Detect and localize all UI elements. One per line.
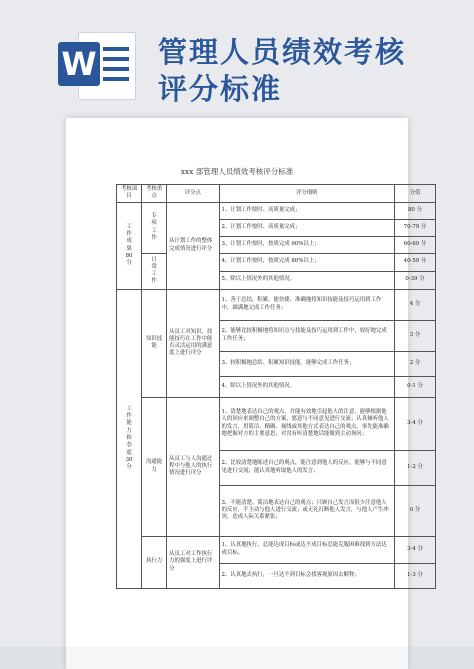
header-detail: 评分细则: [219, 185, 394, 203]
focus-cell: 知识技能: [142, 289, 167, 397]
score-cell: 0-39 分: [394, 271, 435, 289]
table-row: [117, 536, 436, 563]
focus-cell-text: 日常工作: [151, 256, 157, 285]
score-cell: 40-59 分: [394, 253, 435, 271]
point-cell: 从员工与人沟通过程中与他人的执行情况进行评分: [167, 397, 219, 536]
score-cell: 70-79 分: [394, 219, 435, 236]
detail-cell: 4、计划工作按时，按质完成 80%以上；: [219, 253, 394, 271]
score-cell: 0-1 分: [394, 376, 435, 397]
score-cell: 4 分: [394, 289, 435, 320]
detail-cell: 5、除以上情况外的其他情况。: [219, 271, 394, 289]
detail-cell: 1、计划工作按时、高质量完成；: [219, 202, 394, 219]
score-cell: 3 分: [394, 320, 435, 351]
detail-cell: 2、能够比较积极地将知识点与技能及技巧运用到工作中，较好地完成工作任务；: [219, 320, 394, 351]
focus-cell: [142, 202, 167, 253]
document-page: [66, 118, 427, 669]
detail-cell: 2、认真地去执行，一旦达不到目标会找客观原因去解释；: [219, 563, 394, 588]
focus-cell-text: 专项工作: [151, 213, 157, 241]
detail-cell: 4、除以上情况外的其他情况。: [219, 376, 394, 397]
header-item: 考核项目: [117, 185, 142, 203]
score-cell: 1-3 分: [394, 563, 435, 588]
banner-title-line1: 管理人员绩效考核: [158, 35, 407, 69]
score-table: [116, 184, 436, 589]
header-score: 分值: [394, 185, 435, 203]
score-cell: 2 分: [394, 351, 435, 376]
score-cell: 80 分: [394, 202, 435, 219]
detail-cell: 2、计划工作按时、高质量完成；: [219, 219, 394, 236]
point-cell: 从员工对工作执行力的强度上进行评分: [167, 536, 219, 588]
score-cell: 3-4 分: [394, 536, 435, 563]
focus-cell: [142, 253, 167, 289]
detail-cell: 1、认真地执行，总能达成目标或达不成目标总能克服困难找到方法达成目标。: [219, 536, 394, 563]
score-cell: 60-69 分: [394, 236, 435, 253]
score-cell: 1-2 分: [394, 450, 435, 485]
focus-cell: 执行力: [142, 536, 167, 588]
word-icon: [58, 28, 138, 102]
detail-cell: 3、计划工作按时，按质完成 90%以上；: [219, 236, 394, 253]
point-cell: 从员工对知识、技能技巧在工作中能否灵活运用的满意度上进行评分: [167, 289, 219, 397]
score-cell: 3-4 分: [394, 397, 435, 450]
detail-cell: 3、较积极地总结、积累知识技能，能够完成工作任务；: [219, 351, 394, 376]
watermark-strip: [0, 647, 474, 669]
section-item: [117, 289, 142, 588]
score-cell: 0 分: [394, 485, 435, 536]
document-title: xxx 部管理人员绩效考核评分标准: [180, 167, 294, 176]
detail-cell: 1、善于总结，积累，能快捷、准确地将知识技能及技巧运用到工作中，圆满地完成工作任务；: [219, 289, 394, 320]
header-point: 评分点: [167, 185, 219, 203]
word-badge: W: [58, 42, 100, 86]
table-row: [117, 202, 436, 219]
section-item: [117, 202, 142, 289]
point-cell: 从计划工作的整体完成情况进行评分: [167, 202, 219, 289]
banner-title-line2: 评分标准: [158, 72, 283, 106]
table-row: [117, 397, 436, 450]
detail-cell: 2、比较清楚地陈述自己的观点，能注意到他人的反应，能够与不同意见进行交流；能认真地听取他人的发言；: [219, 450, 394, 485]
banner: [0, 0, 474, 112]
table-row: [117, 289, 436, 320]
section-item-text: 工作能力和态度30分: [125, 405, 133, 471]
table-header-row: [117, 185, 436, 203]
detail-cell: 1、清楚地表达自己的观点，并能有效地引起他人的注意，能够根据他人的回应来调整自己的方案，愿意与不同意见进行交流；认真倾听他人的发言，用简洁、精确、视线或其他方式表达自己的观点，事先能准确地把握对方的主要意思，对没有听清楚地话能做到主动询问；: [219, 397, 394, 450]
section-item-text: 工作成果80分: [125, 223, 133, 267]
detail-cell: 3、不能清楚、简洁地表达自己的观点；只顾自己发言而很少注意他人的反应，不主动与他人进行交流；或无礼打断他人发言，与他人产生冲突，造成人际关系紧张；: [219, 485, 394, 536]
header-focus: 考核重点: [142, 185, 167, 203]
focus-cell: 沟通能力: [142, 397, 167, 536]
table-row: [117, 253, 436, 271]
